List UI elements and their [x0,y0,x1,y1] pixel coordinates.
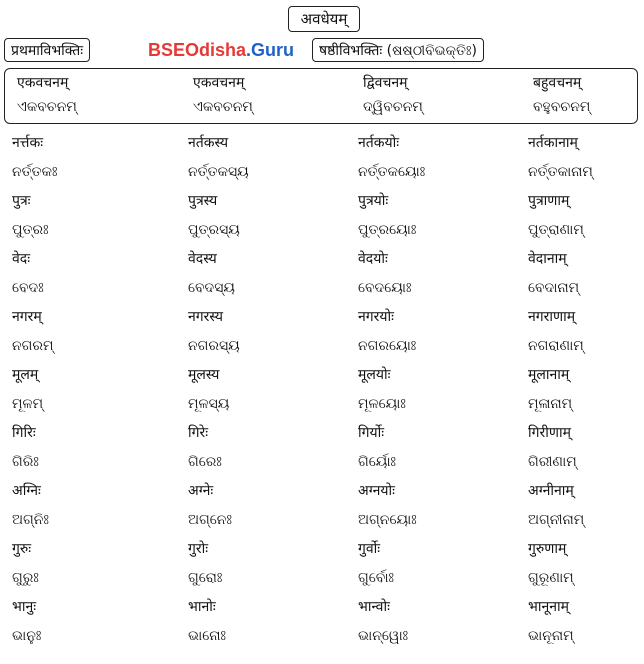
form-r3-c3: ପୁତ୍ରାଣାମ୍ [528,222,584,238]
form-r4-c2: वेदयोः [358,251,388,267]
form-r2-c1: पुत्रस्य [188,193,218,209]
form-r8-c3: मूलानाम् [528,367,570,383]
form-r7-c1: ନଗରସ୍ୟ [188,338,240,354]
form-r9-c2: ମୂଳୟୋଃ [358,396,406,412]
form-r15-c2: ଗୁର୍ବୋଃ [358,570,394,586]
brand-watermark [148,38,294,62]
form-r15-c1: ଗୁରୋଃ [188,570,223,586]
form-r16-c3: भानूनाम् [528,599,570,615]
form-r12-c3: अग्नीनाम् [528,483,574,499]
form-r3-c0: ପୁତ୍ରଃ [12,222,49,238]
form-r17-c3: ଭାନୂନାମ୍ [528,628,574,644]
form-r4-c1: वेदस्य [188,251,217,267]
form-r0-c1: नर्तकस्य [188,135,229,151]
number-label-odia-3: ବହୁବଚନମ୍ [533,99,591,115]
form-r3-c2: ପୁତ୍ରୟୋଃ [358,222,417,238]
brand-part2: .Guru [246,39,295,60]
form-r13-c1: ଅଗ୍ନେଃ [188,512,232,528]
form-r8-c1: मूलस्य [188,367,220,383]
number-label-odia-2: ଦ୍ୱିବଚନମ୍ [363,99,423,115]
form-r12-c2: अग्नयोः [358,483,395,499]
form-r1-c0: ନର୍ତ୍ତକଃ [12,164,58,180]
number-label-dev-1: एकवचनम् [193,75,245,91]
page-title [288,6,360,32]
number-label-dev-2: द्विवचनम् [363,75,408,91]
form-r1-c3: ନର୍ତ୍ତକାନାମ୍ [528,164,593,180]
form-r14-c3: गुरुणाम् [528,541,567,557]
form-r7-c2: ନଗରୟୋଃ [358,338,417,354]
form-r2-c2: पुत्रयोः [358,193,389,209]
form-r5-c0: ବେଦଃ [12,280,44,296]
page-title-text: अवधेयम् [300,10,348,28]
form-r6-c3: नगराणाम् [528,309,576,325]
form-r8-c0: मूलम् [12,367,39,383]
form-r9-c0: ମୂଳମ୍ [12,396,44,412]
form-r16-c1: भानोः [188,599,216,615]
number-label-odia-1: ଏକବଚନମ୍ [193,99,253,115]
form-r12-c1: अग्नेः [188,483,214,499]
form-r16-c2: भान्वोः [358,599,390,615]
form-r10-c3: गिरीणाम् [528,425,571,441]
form-r8-c2: मूलयोः [358,367,391,383]
form-r10-c0: गिरिः [12,425,36,441]
form-r15-c3: ଗୁରୂଣାମ୍ [528,570,574,586]
header-shashthi [312,38,484,62]
form-r14-c2: गुर्वोः [358,541,381,557]
form-r14-c1: गुरोः [188,541,209,557]
form-r11-c0: ଗିରିଃ [12,454,39,470]
form-r2-c0: पुत्रः [12,193,31,209]
form-r13-c3: ଅଗ୍ନୀନାମ୍ [528,512,585,528]
form-r15-c0: ଗୁରୁଃ [12,570,39,586]
form-r4-c3: वेदानाम् [528,251,567,267]
form-r6-c1: नगरस्य [188,309,223,325]
form-r17-c0: ଭାନୁଃ [12,628,42,644]
form-r17-c2: ଭାନ୍ୱୋଃ [358,628,409,644]
form-r12-c0: अग्निः [12,483,41,499]
form-r11-c1: ଗିରେଃ [188,454,222,470]
form-r6-c2: नगरयोः [358,309,394,325]
form-r11-c3: ଗିରୀଣାମ୍ [528,454,577,470]
form-r7-c0: ନଗରମ୍ [12,338,54,354]
brand-part1: BSEOdisha [148,39,247,60]
form-r9-c1: ମୂଳସ୍ୟ [188,396,230,412]
form-r1-c2: ନର୍ତ୍ତକୟୋଃ [358,164,426,180]
form-r9-c3: ମୂଳାନାମ୍ [528,396,573,412]
form-r1-c1: ନର୍ତ୍ତକସ୍ୟ [188,164,249,180]
form-r4-c0: वेदः [12,251,31,267]
form-r0-c2: नर्तकयोः [358,135,400,151]
form-r0-c0: नर्त्तकः [12,135,44,151]
form-r5-c1: ବେଦସ୍ୟ [188,280,235,296]
form-r5-c2: ବେଦୟୋଃ [358,280,412,296]
form-r2-c3: पुत्राणाम् [528,193,570,209]
form-r16-c0: भानुः [12,599,37,615]
number-labels-box [4,68,638,124]
number-label-dev-0: एकवचनम् [17,75,69,91]
form-r13-c0: ଅଗ୍ନିଃ [12,512,49,528]
form-r0-c3: नर्तकानाम् [528,135,578,151]
form-r13-c2: ଅଗ୍ନୟୋଃ [358,512,417,528]
form-r7-c3: ନଗରାଣାମ୍ [528,338,584,354]
form-r14-c0: गुरुः [12,541,32,557]
form-r3-c1: ପୁତ୍ରସ୍ୟ [188,222,240,238]
form-r10-c1: गिरेः [188,425,209,441]
number-label-dev-3: बहुवचनम् [533,75,582,91]
header-shashthi-text: षष्ठीविभक्तिः (ଷଷ୍ଠୀବିଭକ୍ତିଃ) [319,42,477,59]
form-r11-c2: ଗିର୍ୟୋଃ [358,454,396,470]
form-r10-c2: गिर्योः [358,425,385,441]
number-label-odia-0: ଏକବଚନମ୍ [17,99,77,115]
form-r17-c1: ଭାନୋଃ [188,628,226,644]
form-r6-c0: नगरम् [12,309,42,325]
header-prathama-text: प्रथमाविभक्तिः [11,42,84,59]
form-r5-c3: ବେଦାନାମ୍ [528,280,580,296]
header-prathama [4,38,90,62]
